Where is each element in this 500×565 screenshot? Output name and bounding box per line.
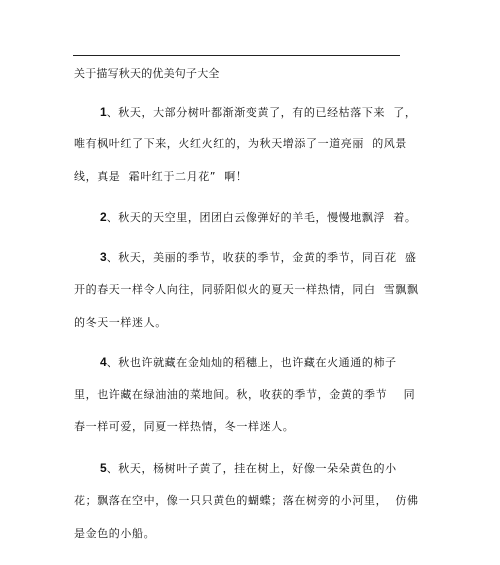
- paragraph-1-number: 1: [100, 105, 107, 119]
- paragraph-4-line-2: 里，也许藏在绿油油的菜地间。秋，收获的季节，金黄的季节 同: [74, 388, 416, 401]
- paragraph-2-line-1: [100, 209, 416, 226]
- paragraph-3-text-1: 、秋天，美丽的季节，收获的季节，金黄的季节，同百花 盛: [106, 251, 417, 264]
- paragraph-1-line-3: 线，真是 霜叶红于二月花” 啊！: [74, 170, 248, 183]
- paragraph-5-line-1: [100, 460, 397, 477]
- paragraph-2-text-1: 、秋天的天空里，团团白云像弹好的羊毛，慢慢地飘浮 着。: [106, 211, 417, 224]
- paragraph-1-line-2: 唯有枫叶红了下来，火红火红的，为秋天增添了一道亮丽 的风景: [74, 137, 407, 150]
- paragraph-2-number: 2: [100, 210, 107, 224]
- paragraph-5-line-3: 是金色的小船。: [74, 527, 156, 540]
- paragraph-5-line-2: 花；飘落在空中，像一只只黄色的蝴蝶；落在树旁的小河里， 仿佛: [74, 494, 419, 507]
- paragraph-5-text-1: 、秋天，杨树叶子黄了，挂在树上，好像一朵朵黄色的小: [106, 462, 397, 475]
- paragraph-1-text-1: 、秋天，大部分树叶都渐渐变黄了，有的已经枯落下来 了，: [106, 106, 417, 119]
- paragraph-1-line-1: [100, 104, 416, 121]
- paragraph-3-line-3: 的冬天一样迷人。: [74, 316, 167, 329]
- paragraph-4-line-3: 春一样可爱，同夏一样热情，冬一样迷人。: [74, 420, 295, 433]
- paragraph-4-text-1: 、秋也许就藏在金灿灿的稻穗上，也许藏在火通通的柿子: [106, 356, 397, 369]
- paragraph-5-number: 5: [100, 461, 107, 475]
- paragraph-3-line-1: [100, 249, 416, 266]
- paragraph-4-line-1: [100, 354, 397, 371]
- paragraph-3-line-2: 开的春天一样令人向往，同骄阳似火的夏天一样热情，同白 雪飘飘: [74, 283, 419, 296]
- header-rule: [73, 55, 400, 56]
- document-title: 关于描写秋天的优美句子大全: [74, 67, 220, 80]
- paragraph-4-number: 4: [100, 355, 107, 369]
- paragraph-3-number: 3: [100, 250, 107, 264]
